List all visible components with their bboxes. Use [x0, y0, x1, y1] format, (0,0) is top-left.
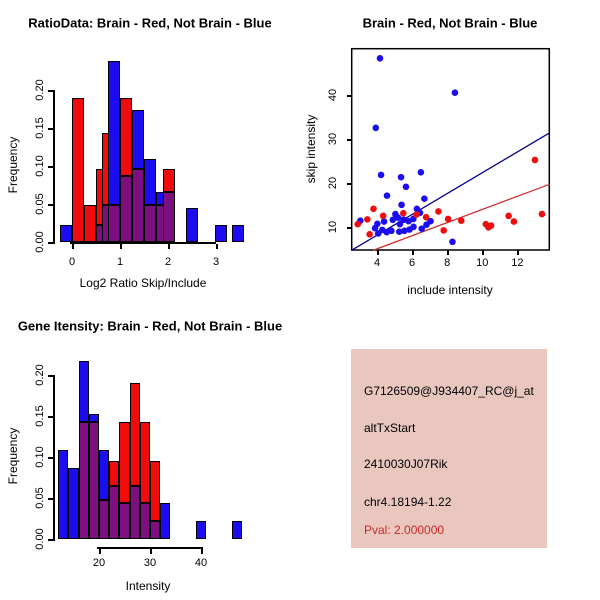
x-tick-label: 4	[373, 257, 381, 269]
pval-text: Pval: 2.000000	[364, 523, 445, 537]
panel-gene-info	[300, 300, 600, 600]
data-point-red	[413, 211, 420, 218]
data-point-red	[458, 217, 465, 224]
x-tick-mark	[72, 244, 74, 249]
x-tick-label: 10	[476, 257, 489, 269]
histogram-bar-segment	[68, 468, 78, 539]
histogram-bar-segment	[99, 450, 109, 500]
histogram-bar-segment	[132, 110, 144, 169]
y-tick-label: 0.15	[34, 405, 46, 427]
data-point-red	[435, 208, 442, 215]
probe-id-text: G7126509@J934407_RC@j_at	[364, 384, 534, 398]
histogram-bar-segment	[58, 450, 68, 539]
histogram-bar-segment	[163, 192, 175, 241]
data-point-blue	[449, 239, 456, 246]
y-tick-label: 0.20	[34, 79, 46, 101]
y-tick-mark	[48, 90, 53, 92]
data-point-red	[354, 221, 361, 228]
data-point-red	[400, 210, 407, 217]
histogram-bar-segment	[130, 486, 140, 539]
data-point-blue	[375, 230, 382, 237]
data-point-blue	[398, 174, 405, 181]
data-point-blue	[403, 184, 410, 191]
data-point-blue	[397, 221, 404, 228]
y-tick-label: 0.10	[34, 155, 46, 177]
event-type-text: altTxStart	[364, 421, 416, 435]
histogram-bar-segment	[79, 361, 89, 422]
histogram-bar-segment	[144, 205, 156, 241]
x-tick-label: 0	[68, 256, 76, 268]
data-point-blue	[398, 202, 405, 209]
y-axis-line	[53, 375, 55, 541]
histogram-bar-segment	[196, 521, 206, 539]
x-tick-label: 12	[511, 257, 524, 269]
histogram-bar-segment	[215, 225, 227, 242]
y-tick-mark	[48, 242, 53, 244]
y-tick-mark	[48, 128, 53, 130]
x-tick-label: 6	[409, 257, 416, 269]
data-point-red	[380, 213, 387, 220]
gene-name-text: 2410030J07Rik	[364, 457, 448, 471]
histogram-bar-segment	[108, 205, 120, 241]
x-tick-label: 1	[116, 256, 124, 268]
histogram-bar-segment	[119, 422, 129, 503]
scatter-title: Brain - Red, Not Brain - Blue	[362, 15, 538, 31]
histogram-bar-segment	[140, 503, 150, 539]
histogram-bar-segment	[160, 503, 170, 539]
data-point-red	[423, 214, 430, 221]
histogram-bar-segment	[130, 383, 140, 486]
y-tick-label: 20	[327, 177, 339, 190]
data-point-blue	[377, 55, 384, 62]
histogram-bar-segment	[108, 61, 120, 206]
data-point-blue	[372, 125, 379, 132]
y-tick-mark	[48, 539, 53, 541]
data-point-red	[532, 157, 539, 164]
y-tick-mark	[48, 204, 53, 206]
y-axis-line	[53, 90, 55, 244]
x-tick-label: 3	[212, 256, 220, 268]
data-point-red	[370, 206, 377, 213]
histogram-bar-segment	[150, 521, 160, 539]
histogram-bar-segment	[232, 225, 244, 242]
y-tick-label: 0.00	[34, 230, 46, 253]
y-tick-mark	[48, 375, 53, 377]
data-point-red	[445, 216, 452, 223]
data-point-blue	[381, 218, 388, 225]
x-tick-label: 30	[143, 557, 157, 569]
histogram-bar-segment	[119, 503, 129, 539]
data-point-blue	[406, 226, 413, 233]
y-tick-mark	[48, 166, 53, 168]
data-point-blue	[452, 89, 459, 96]
gene-y-axis-title: Frequency	[6, 427, 20, 485]
histogram-bar-segment	[120, 176, 132, 242]
ratio-histogram-title: RatioData: Brain - Red, Not Brain - Blue	[28, 15, 272, 31]
x-tick-label: 20	[92, 557, 106, 569]
data-point-blue	[388, 228, 395, 235]
data-point-red	[366, 231, 373, 238]
histogram-bar-segment	[144, 159, 156, 205]
histogram-bar-segment	[84, 205, 96, 241]
histogram-bar-segment	[99, 500, 109, 539]
x-tick-mark	[150, 549, 152, 554]
histogram-bar-segment	[72, 98, 84, 242]
y-tick-mark	[48, 416, 53, 418]
histogram-bar-segment	[109, 486, 119, 539]
panel-gene-intensity-histogram	[0, 300, 300, 600]
histogram-bar-segment	[109, 461, 119, 486]
histogram-bar-segment	[79, 422, 89, 539]
x-tick-label: 2	[164, 256, 172, 268]
y-tick-label: 0.10	[34, 446, 46, 468]
x-tick-mark	[216, 244, 218, 249]
histogram-bar-segment	[60, 225, 72, 242]
y-tick-label: 30	[327, 133, 339, 146]
x-tick-label: 40	[194, 557, 208, 569]
data-point-red	[440, 227, 447, 234]
histogram-bar-segment	[150, 461, 160, 521]
locus-text: chr4.18194-1.22	[364, 495, 452, 509]
x-tick-mark	[168, 244, 170, 249]
x-tick-label: 8	[444, 257, 451, 269]
y-tick-mark	[48, 498, 53, 500]
y-tick-mark	[48, 457, 53, 459]
info-background-box	[351, 349, 547, 548]
scatter-canvas	[300, 0, 600, 300]
data-point-red	[488, 222, 495, 229]
data-point-blue	[378, 172, 385, 179]
y-tick-label: 0.00	[34, 528, 46, 550]
y-tick-label: 0.20	[34, 364, 46, 386]
scatter-x-axis-title: include intensity	[407, 283, 493, 297]
panel-ratio-histogram	[0, 0, 300, 300]
x-tick-mark	[99, 549, 101, 554]
y-tick-label: 0.05	[34, 193, 46, 215]
data-point-blue	[421, 195, 428, 202]
y-tick-label: 0.15	[34, 117, 46, 139]
scatter-y-axis-title: skip intensity	[304, 114, 318, 184]
histogram-bar-segment	[163, 169, 175, 192]
histogram-bar-segment	[186, 208, 198, 241]
data-point-blue	[384, 192, 391, 199]
x-tick-mark	[201, 549, 203, 554]
histogram-bar-segment	[120, 98, 132, 176]
histogram-bar-segment	[232, 521, 242, 539]
panel-scatter-plot	[300, 0, 600, 300]
x-axis-line	[70, 242, 216, 244]
histogram-bar-segment	[140, 422, 150, 503]
y-tick-label: 0.05	[34, 487, 46, 509]
histogram-bar-segment	[89, 414, 99, 421]
data-point-red	[539, 211, 546, 218]
data-point-red	[364, 216, 371, 223]
data-point-red	[505, 213, 512, 220]
histogram-bar-segment	[89, 422, 99, 539]
ratio-x-axis-title: Log2 Ratio Skip/Include	[79, 276, 207, 290]
ratio-y-axis-title: Frequency	[6, 136, 20, 194]
gene-histogram-title: Gene Itensity: Brain - Red, Not Brain - Blue	[17, 318, 283, 334]
gene-x-axis-title: Intensity	[125, 579, 171, 593]
y-tick-label: 10	[327, 221, 339, 234]
data-point-blue	[389, 217, 396, 224]
data-point-blue	[418, 169, 425, 176]
histogram-bar-segment	[132, 169, 144, 242]
data-point-red	[511, 218, 518, 225]
y-tick-label: 40	[327, 89, 339, 102]
x-tick-mark	[120, 244, 122, 249]
